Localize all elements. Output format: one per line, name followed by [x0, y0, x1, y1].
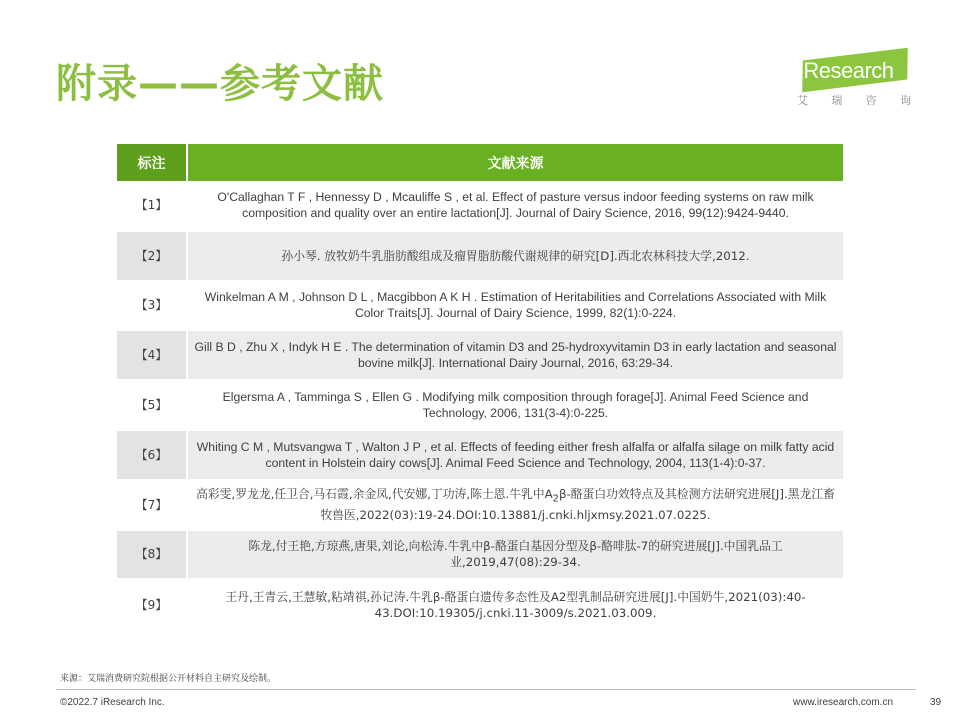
page-title: 附录——参考文献	[56, 61, 384, 107]
logo-subtitle-char: 询	[899, 94, 911, 107]
reference-text: O'Callaghan T F , Hennessy D , Mcauliffe S , et al. Effect of pasture versus indoor feeding systems on raw milk composition and quality over an entire lactation[J]. Journal of Dairy Science, 2016, 99(12):9424-9440.	[187, 181, 843, 231]
row-mark: 【6】	[117, 430, 187, 480]
source-note: 来源：艾瑞消费研究院根据公开材料自主研究及绘制。	[60, 674, 277, 684]
header-source: 文献来源	[187, 144, 843, 181]
iresearch-logo	[795, 50, 915, 110]
table-row	[117, 380, 843, 430]
row-mark: 【8】	[117, 530, 187, 580]
table-row	[117, 330, 843, 380]
reference-text: Whiting C M , Mutsvangwa T , Walton J P , et al. Effects of feeding either fresh alfalfa or alfalfa silage on milk fatty acid content in Holstein dairy cows[J]. Animal Feed Science and Technology, 2004, 113(1-4):0-37.	[187, 430, 843, 480]
footer-divider	[56, 689, 916, 690]
table-row	[117, 430, 843, 480]
row-mark: 【1】	[117, 181, 187, 231]
footer-copyright: ©2022.7 iResearch Inc.	[60, 697, 165, 708]
logo-wordmark: iResearch	[799, 58, 894, 83]
subscript-2: 2	[552, 493, 559, 505]
table-row	[117, 181, 843, 231]
table-row	[117, 231, 843, 281]
logo-subtitle-char: 咨	[865, 94, 877, 107]
reference-text: 孙小琴. 放牧奶牛乳脂肪酸组成及瘤胃脂肪酸代谢规律的研究[D].西北农林科技大学,2012.	[187, 231, 843, 281]
table-row	[117, 281, 843, 331]
header-mark: 标注	[117, 144, 187, 181]
table-row	[117, 480, 843, 530]
table-header-row	[117, 144, 843, 181]
row-mark: 【9】	[117, 579, 187, 629]
row-mark: 【7】	[117, 480, 187, 530]
logo-subtitle-char: 艾	[797, 94, 808, 107]
footer-url: www.iresearch.com.cn	[793, 697, 894, 708]
reference-text: 陈龙,付王艳,方琼燕,唐果,刘论,向松涛.牛乳中β-酪蛋白基因分型及β-酪啡肽-7的研究进展[J].中国乳品工业,2019,47(08):29-34.	[187, 530, 843, 580]
logo-subtitle-char: 瑞	[831, 94, 843, 107]
reference-text: Elgersma A , Tamminga S , Ellen G . Modifying milk composition through forage[J]. Animal Feed Science and Technology, 2006, 131(3-4):0-225.	[187, 380, 843, 430]
reference-table	[117, 144, 843, 629]
logo-subtitle	[797, 92, 911, 108]
reference-text: Winkelman A M , Johnson D L , Macgibbon A K H . Estimation of Heritabilities and Correlations Associated with Milk Color Traits[J]. Journal of Dairy Science, 1999, 82(1):0-224.	[187, 281, 843, 331]
reference-text-part: β-酪蛋白功效特点及其检测方法研究进展[J].黑龙江畜牧兽医,2022(03):19-24.DOI:10.13881/j.cnki.hljxmsy.2021.07.0225.	[320, 487, 835, 523]
reference-text: Gill B D , Zhu X , Indyk H E . The determination of vitamin D3 and 25-hydroxyvitamin D3 in early lactation and seasonal bovine milk[J]. International Dairy Journal, 2016, 63:29-34.	[187, 330, 843, 380]
reference-text-part: 高彩雯,罗龙龙,任卫合,马石霞,余金凤,代安娜,丁功涛,陈士恩.牛乳中A	[196, 487, 553, 501]
reference-text: 王丹,王青云,王慧敏,粘靖祺,孙记涛.牛乳β-酪蛋白遗传多态性及A2型乳制品研究进展[J].中国奶牛,2021(03):40-43.DOI:10.19305/j.cnki.11-3009/s.2021.03.009.	[187, 579, 843, 629]
row-mark: 【3】	[117, 281, 187, 331]
row-mark: 【5】	[117, 380, 187, 430]
table-row	[117, 579, 843, 629]
page-number: 39	[930, 697, 942, 708]
table-row	[117, 530, 843, 580]
row-mark: 【4】	[117, 330, 187, 380]
reference-text	[187, 480, 843, 530]
row-mark: 【2】	[117, 231, 187, 281]
